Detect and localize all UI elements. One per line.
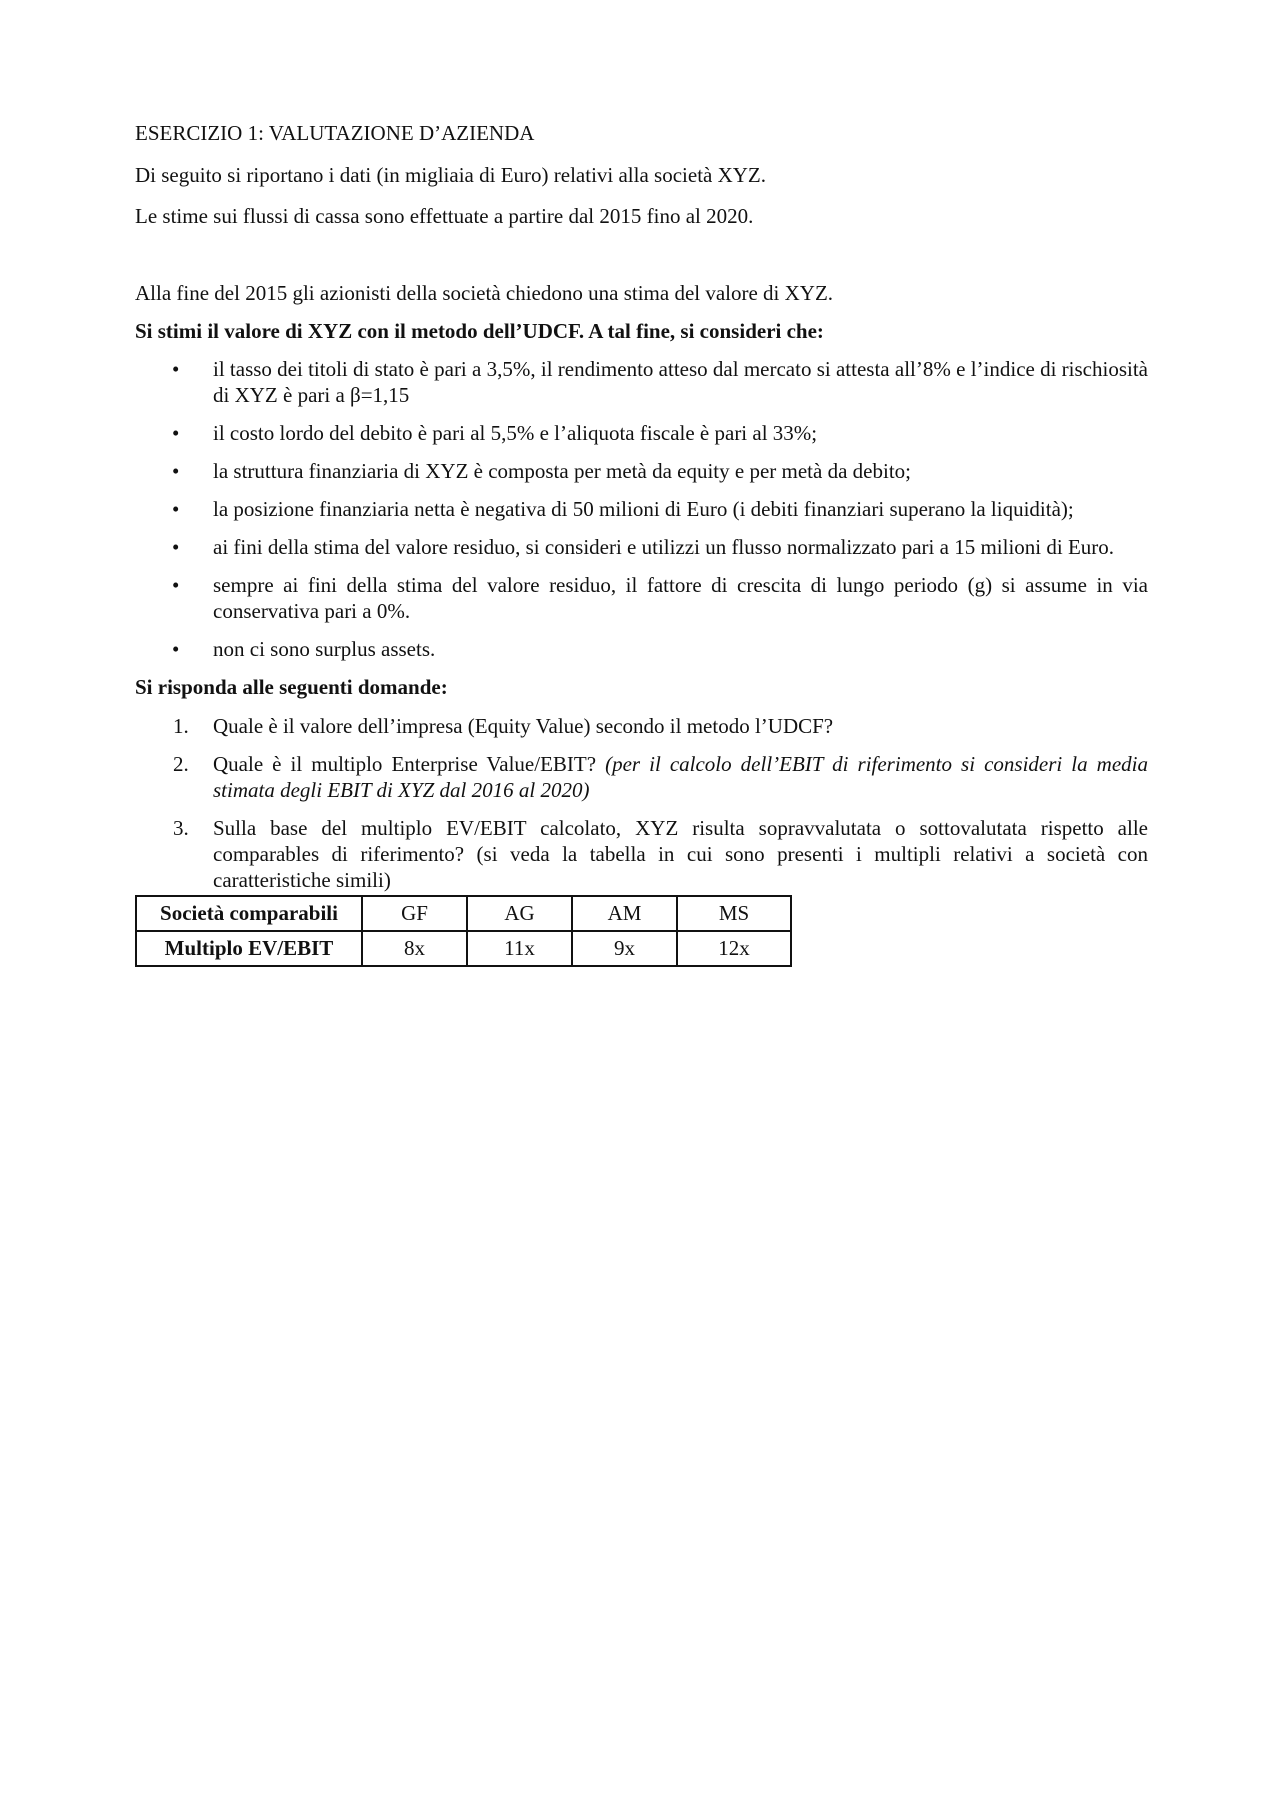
bullet-icon: • — [172, 637, 180, 661]
bullet-icon: • — [172, 421, 180, 445]
comparables-table — [135, 895, 792, 967]
list-item — [135, 572, 1148, 624]
document-page — [135, 120, 1148, 967]
question-item — [135, 713, 1148, 739]
bullet-icon: • — [172, 573, 180, 597]
question-number: 1. — [173, 714, 189, 738]
bullet-icon: • — [172, 497, 180, 521]
company-cell: GF — [362, 896, 467, 931]
list-item-text: ai fini della stima del valore residuo, si consideri e utilizzi un flusso normalizzato pari a 15 milioni di Euro. — [213, 535, 1115, 559]
company-cell: AG — [467, 896, 572, 931]
list-item — [135, 356, 1148, 408]
intro-cashflow-period: Le stime sui flussi di cassa sono effettuate a partire dal 2015 fino al 2020. — [135, 204, 754, 228]
bullet-icon: • — [172, 535, 180, 559]
list-item-text: la struttura finanziaria di XYZ è composta per metà da equity e per metà da debito; — [213, 459, 911, 483]
intro-data-note: Di seguito si riportano i dati (in migliaia di Euro) relativi alla società XYZ. — [135, 163, 767, 187]
question-number: 2. — [173, 752, 189, 776]
question-text: Quale è il valore dell’impresa (Equity Value) secondo il metodo l’UDCF? — [213, 714, 834, 738]
table-row — [136, 931, 791, 966]
company-cell: AM — [572, 896, 677, 931]
multiple-cell: 11x — [467, 931, 572, 966]
list-item — [135, 496, 1148, 522]
udcf-instruction: Si stimi il valore di XYZ con il metodo dell’UDCF. A tal fine, si consideri che: — [135, 319, 824, 343]
table-header-label: Società comparabili — [136, 896, 362, 931]
list-item — [135, 458, 1148, 484]
question-text: Quale è il multiplo Enterprise Value/EBIT? — [213, 752, 597, 776]
list-item-text: non ci sono surplus assets. — [213, 637, 436, 661]
question-note: (per il calcolo dell’EBIT di riferimento si consideri la media stimata degli EBIT di XYZ dal 2016 al 2020) — [213, 752, 1148, 802]
table-row-label: Multiplo EV/EBIT — [136, 931, 362, 966]
exercise-title: ESERCIZIO 1: VALUTAZIONE D’AZIENDA — [135, 121, 535, 145]
list-item — [135, 534, 1148, 560]
multiple-cell: 8x — [362, 931, 467, 966]
list-item-text: il costo lordo del debito è pari al 5,5% e l’aliquota fiscale è pari al 33%; — [213, 421, 818, 445]
question-item — [135, 751, 1148, 803]
table-row — [136, 896, 791, 931]
intro-shareholders-request: Alla fine del 2015 gli azionisti della società chiedono una stima del valore di XYZ. — [135, 281, 834, 305]
assumptions-list — [135, 356, 1148, 662]
list-item-text: il tasso dei titoli di stato è pari a 3,5%, il rendimento atteso dal mercato si attesta all’8% e l’indice di rischiosità di XYZ è pari a β=1,15 — [213, 357, 1148, 407]
list-item-text: sempre ai fini della stima del valore residuo, il fattore di crescita di lungo periodo (g) si assume in via conservativa pari a 0%. — [213, 573, 1148, 623]
questions-heading: Si risponda alle seguenti domande: — [135, 675, 448, 699]
question-text: Sulla base del multiplo EV/EBIT calcolato, XYZ risulta sopravvalutata o sottovalutata rispetto alle comparables di riferimento? (si veda la tabella in cui sono presenti i multipli relativi a società con caratteristiche simili) — [213, 816, 1148, 892]
list-item-text: la posizione finanziaria netta è negativa di 50 milioni di Euro (i debiti finanziari superano la liquidità); — [213, 497, 1074, 521]
company-cell: MS — [677, 896, 791, 931]
list-item — [135, 636, 1148, 662]
bullet-icon: • — [172, 459, 180, 483]
list-item — [135, 420, 1148, 446]
bullet-icon: • — [172, 357, 180, 381]
multiple-cell: 12x — [677, 931, 791, 966]
multiple-cell: 9x — [572, 931, 677, 966]
question-number: 3. — [173, 816, 189, 840]
questions-list — [135, 713, 1148, 893]
question-item — [135, 815, 1148, 893]
